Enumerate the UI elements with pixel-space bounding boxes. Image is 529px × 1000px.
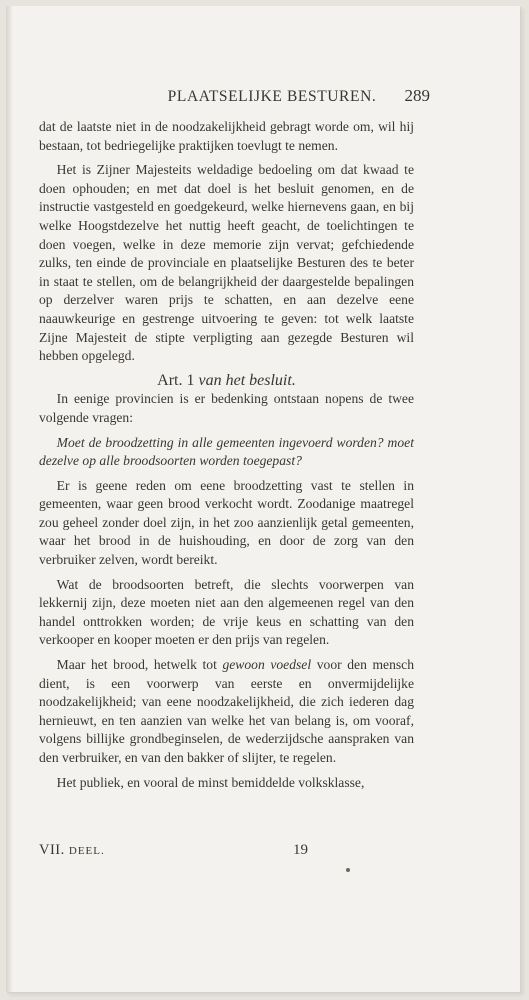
paragraph-question: Moet de broodzetting in alle gemeenten ingevoerd worden? moet dezelve op alle broodsoorten worden toegepast? [39,434,414,469]
page-number: 289 [404,86,430,105]
paragraph-public: Het publiek, en vooral de minst bemiddelde volksklasse, [56,774,365,790]
article-heading [39,372,414,391]
signature-part: DEEL. [68,845,105,857]
paragraph-necessity [39,656,414,768]
text-segment: voor den mensch dient, is een voorwerp van eerste en onvermijdelijke noodzakelijkheid; van eene noodzakelijkheid, die zich iederen dag hernieuwt, en ten aanzien van welke het van belang is, om vooraf, volgens billijke grondbeginselen, de wederzijdsche aanspraken van den verbruiker, en van den bakker of slijter, te regelen. [39,657,415,765]
book-page [6,6,520,992]
signature-line [39,842,105,859]
paragraph-reason: Er is geene reden om eene broodzetting vast te stellen in gemeenten, waar geen brood verkocht wordt. Zoodanige maatregel zou geheel zonder doel zijn, in het zoo aanzienlijk getal gemeenten, waar het brood in de huishouding, en door de zorg van den verbruiker zelven, wordt bereikt. [39,477,414,568]
paragraph-breadsorts: Wat de broodsoorten betreft, die slechts voorwerpen van lekkernij zijn, deze moeten niet aan den algemeenen regel van den handel onttrokken worden; de vrije keus en schatting van den verkooper en kooper moeten er den prijs van regelen. [39,576,414,648]
italic-phrase: gewoon voedsel [222,657,312,673]
running-head: PLAATSELIJKE BESTUREN. [167,88,377,105]
text-segment: Maar het brood, hetwelk tot [56,657,217,673]
article-title: van het besluit. [198,371,296,389]
page-body [39,118,414,792]
article-number: Art. 1 [157,371,195,389]
paragraph-questions-intro: In eenige provincien is er bedenking ontstaan nopens de twee volgende vragen: [39,391,414,425]
paragraph-intent: Het is Zijner Majesteits weldadige bedoeling om dat kwaad te doen ophouden; en met dat doel is het besluit genomen, en de instructie vastgesteld en goedgekeurd, welke hiernevens gaan, en bij welke Hoogstdezelve het nuttig heeft geacht, de toelichtingen te doen voegen, welke in deze memorie zijn vervat; gefchiedende zulks, ten einde de provinciale en plaatselijke Besturen des te beter in staat te stellen, om de belangrijkheid der daargestelde bepalingen op derzelver waren prijs te schatten, en aan dezelve eene naauwkeurige en gestrenge uitvoering te geven: tot welk laatste Zijne Majesteit de stipte verpligting aan gezegde Besturen wil hebben opgelegd. [39,162,414,364]
signature-mark: 19 [293,842,308,858]
page-gutter [6,6,12,992]
ink-speck [346,868,350,872]
signature-volume: VII. [39,842,65,858]
paragraph-continued: dat de laatste niet in de noodzakelijkheid gebragt worde om, wil hij bestaan, tot bedriegelijke praktijken toevlugt te nemen. [39,119,414,153]
